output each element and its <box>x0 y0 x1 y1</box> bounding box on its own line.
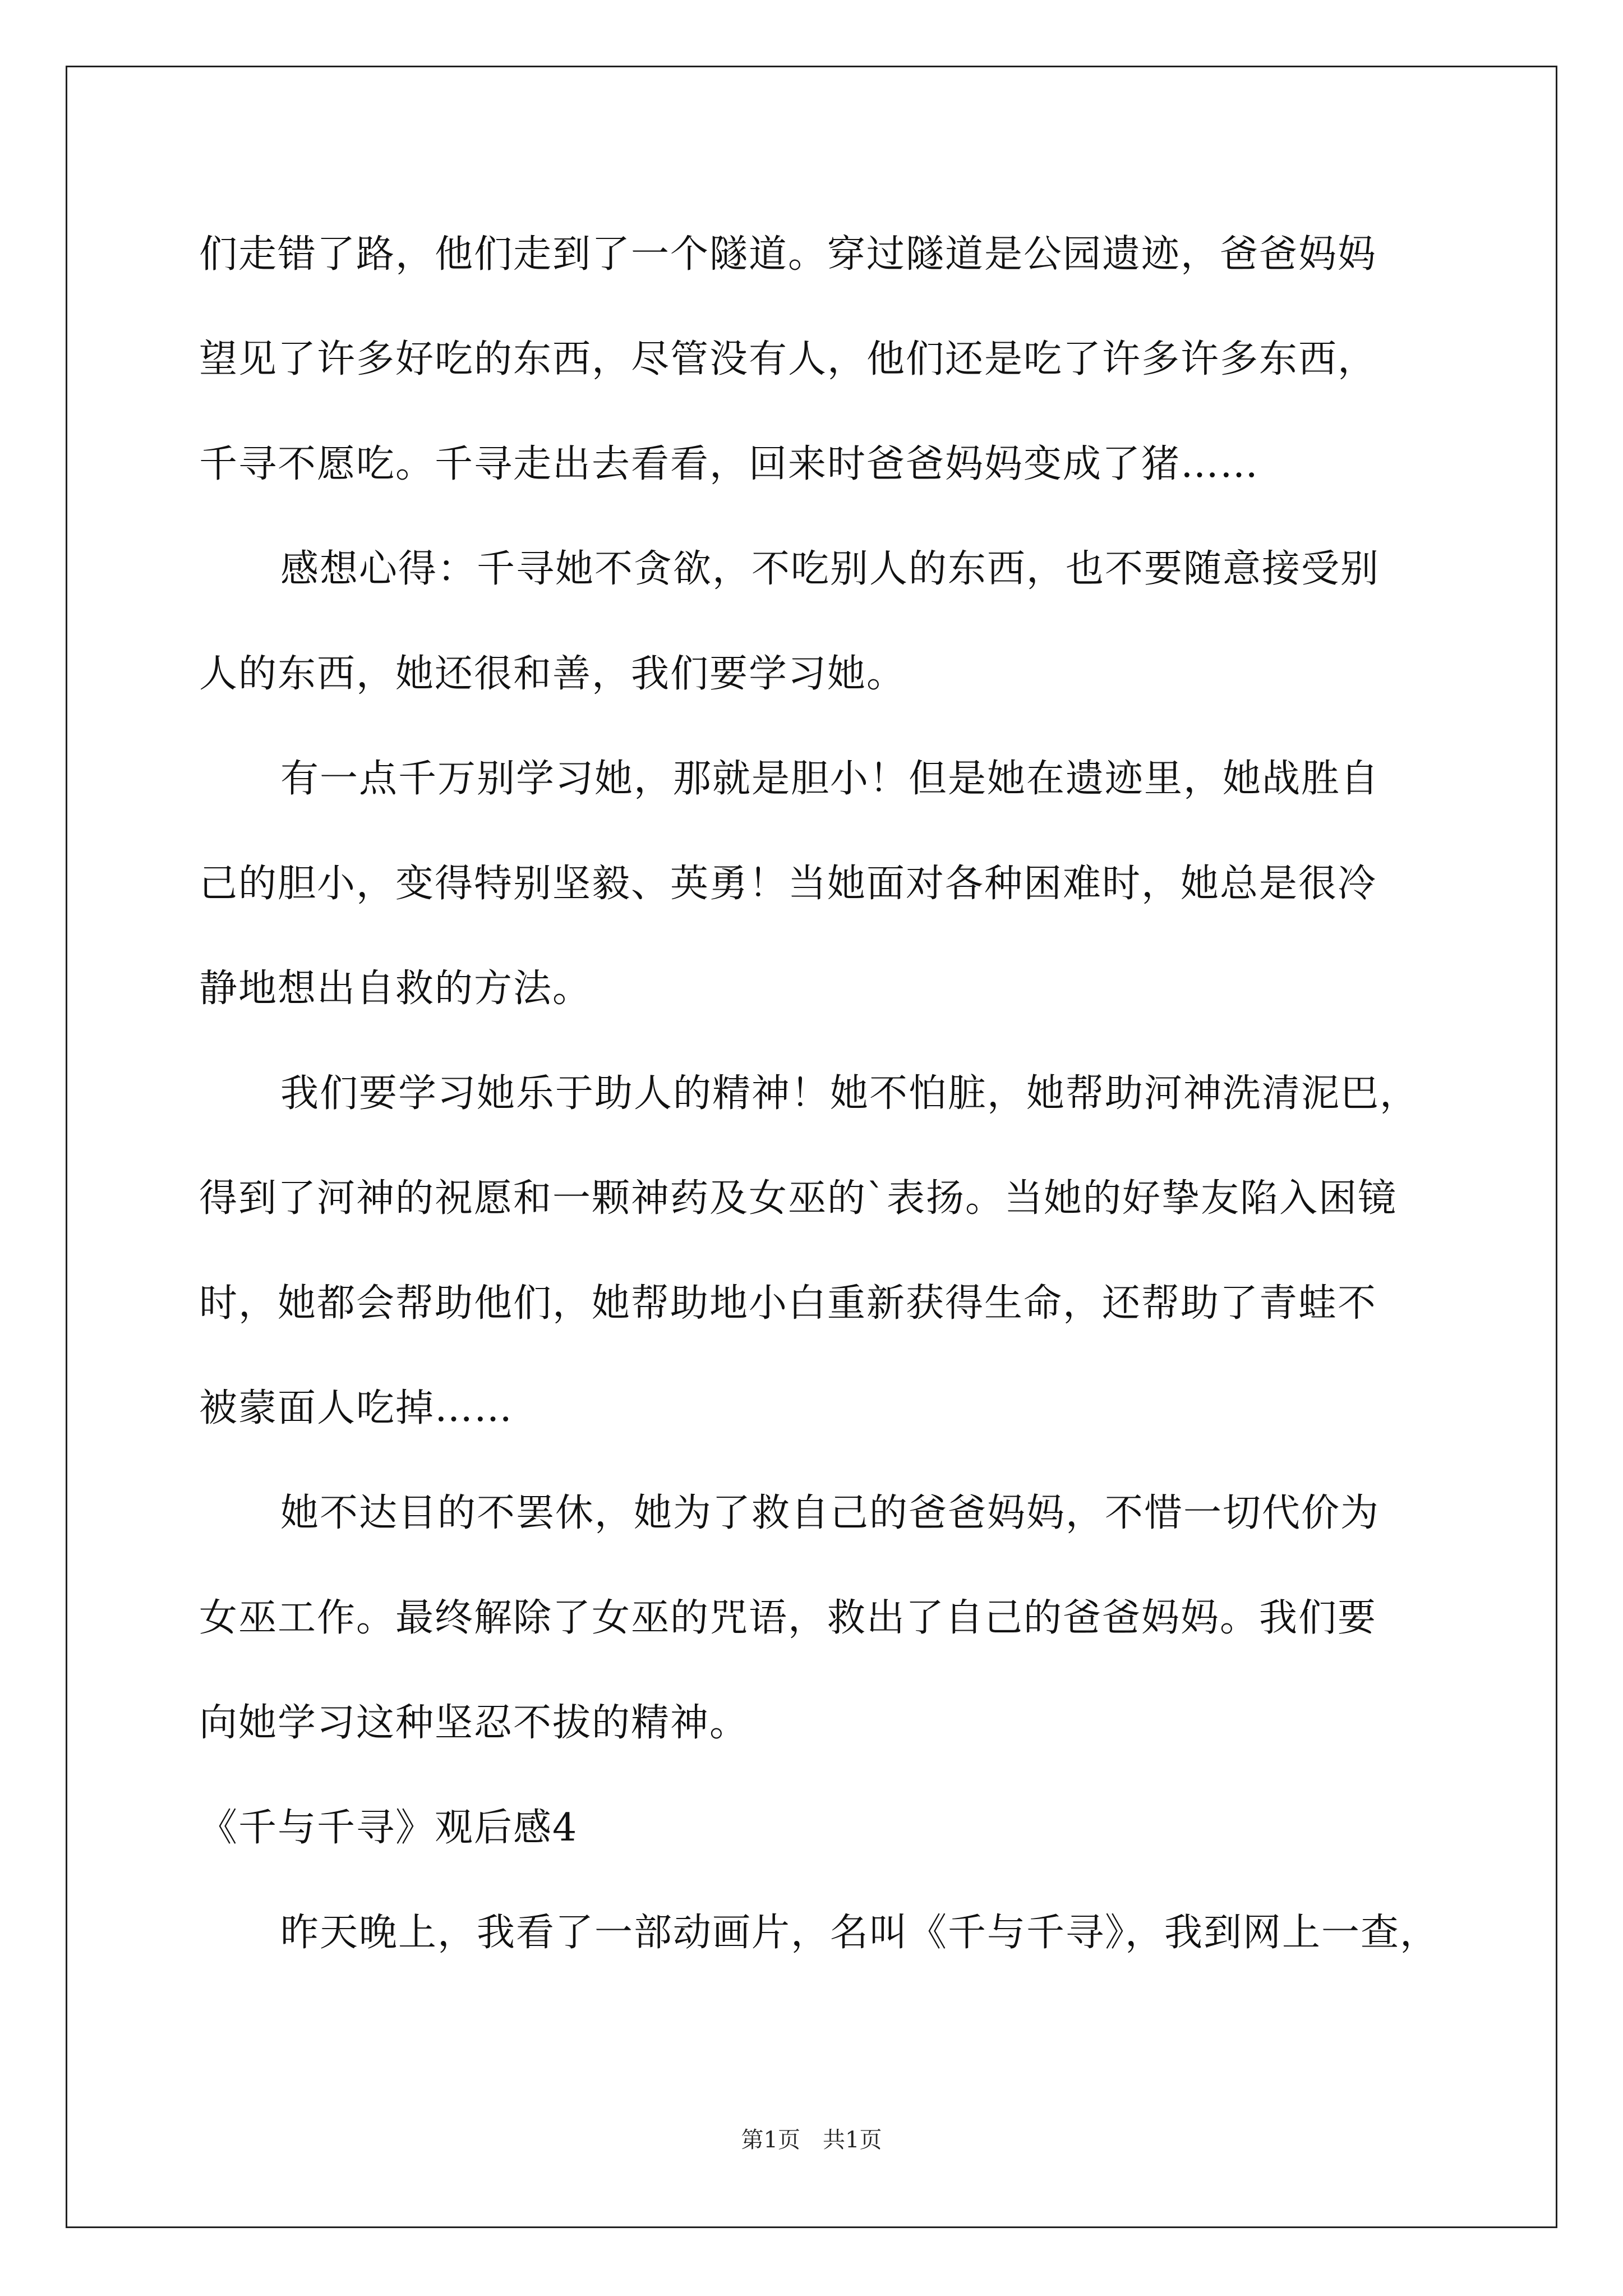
text-line: 有一点千万别学习她，那就是胆小！但是她在遗迹里，她战胜自 <box>280 757 1380 801</box>
text-line: 向她学习这种坚忍不拔的精神。 <box>199 1701 749 1745</box>
text-line: 们走错了路，他们走到了一个隧道。穿过隧道是公园遗迹，爸爸妈妈 <box>199 232 1377 277</box>
page-footer: 第1页 共1页 <box>741 2127 882 2153</box>
text-line: 昨天晚上，我看了一部动画片，名叫《千与千寻》，我到网上一查， <box>280 1911 1440 1955</box>
text-line: 被蒙面人吃掉…… <box>199 1386 514 1430</box>
document-body <box>199 202 1440 1985</box>
text-line: 感想心得：千寻她不贪欲，不吃别人的东西，也不要随意接受别 <box>280 547 1380 591</box>
text-line: 己的胆小，变得特别坚毅、英勇！当她面对各种困难时，她总是很冷 <box>199 862 1377 906</box>
text-line: 人的东西，她还很和善，我们要学习她。 <box>199 652 906 696</box>
text-line: 时，她都会帮助他们，她帮助地小白重新获得生命，还帮助了青蛙不 <box>199 1281 1377 1326</box>
text-line: 女巫工作。最终解除了女巫的咒语，救出了自己的爸爸妈妈。我们要 <box>199 1596 1377 1640</box>
text-line: 千寻不愿吃。千寻走出去看看，回来时爸爸妈妈变成了猪…… <box>199 442 1260 486</box>
section-heading: 《千与千寻》观后感4 <box>199 1806 578 1850</box>
text-line: 得到了河神的祝愿和一颗神药及女巫的`表扬。当她的好挚友陷入困镜 <box>199 1176 1398 1221</box>
text-line: 望见了许多好吃的东西，尽管没有人，他们还是吃了许多许多东西， <box>199 337 1377 381</box>
text-line: 静地想出自救的方法。 <box>199 967 592 1011</box>
text-line: 我们要学习她乐于助人的精神！她不怕脏，她帮助河神洗清泥巴， <box>280 1071 1419 1116</box>
text-line: 她不达目的不罢休，她为了救自己的爸爸妈妈，不惜一切代价为 <box>280 1491 1380 1535</box>
